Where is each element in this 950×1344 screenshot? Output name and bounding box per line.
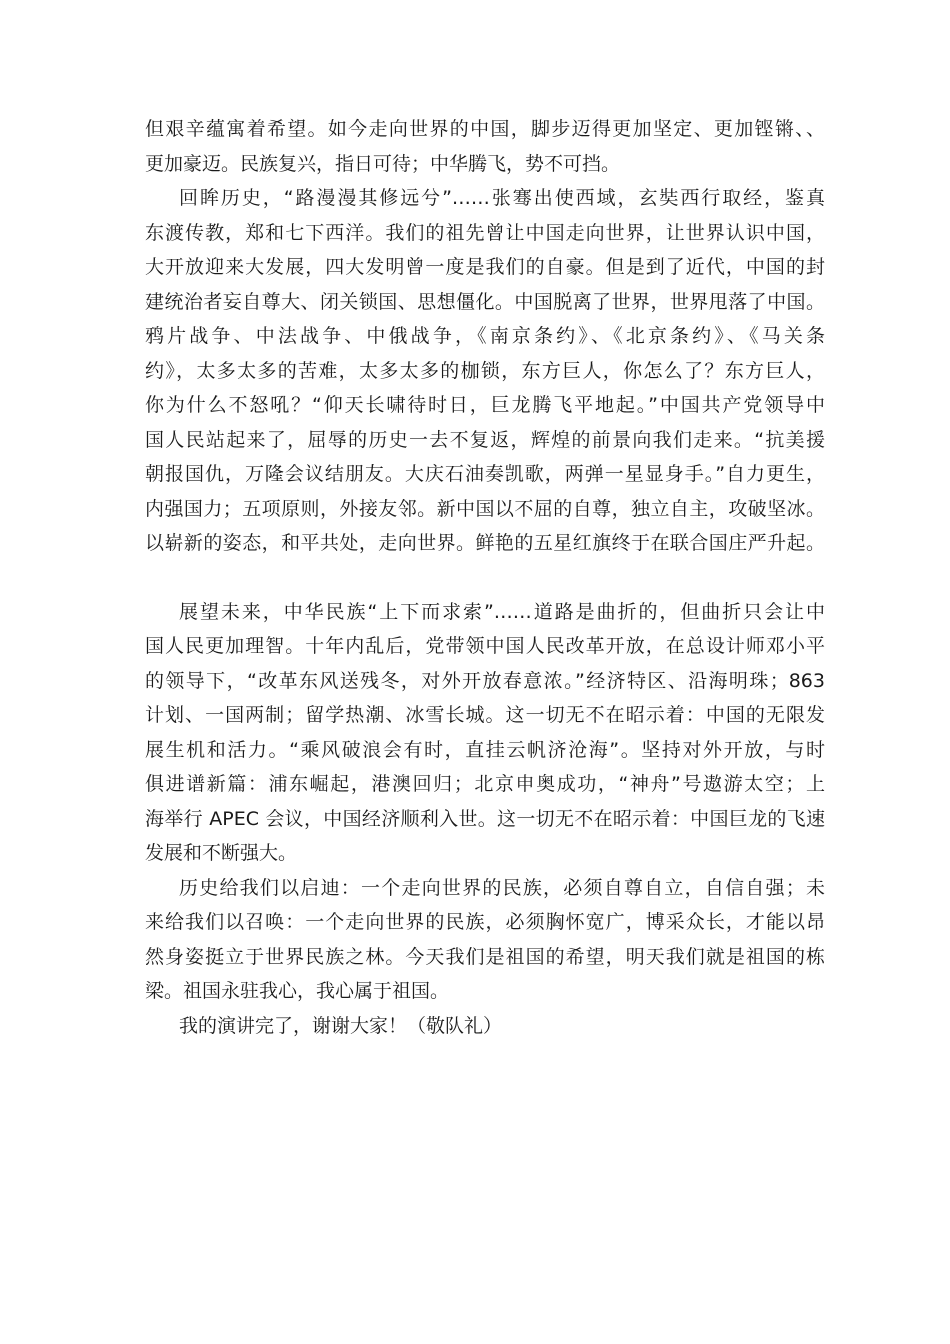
text-line: 俱进谱新篇：浦东崛起，港澳回归；北京申奥成功，“神舟”号遨游太空；上 — [145, 773, 825, 795]
text-line: 朝报国仇，万隆会议结朋友。大庆石油奏凯歌，两弹一星显身手。”自力更生， — [145, 463, 825, 485]
paragraph-future — [145, 595, 825, 871]
text-line: 但艰辛蕴寓着希望。如今走向世界的中国，脚步迈得更加坚定、更加铿锵、、 — [145, 118, 825, 140]
text-line: 展生机和活力。“乘风破浪会有时，直挂云帆济沧海”。坚持对外开放，与时 — [145, 738, 825, 761]
text-line: 你为什么不怒吼？“仰天长啸待时日，巨龙腾飞平地起。”中国共产党领导中 — [145, 394, 825, 416]
blank-line — [145, 561, 825, 595]
text-line: 以崭新的姿态，和平共处，走向世界。鲜艳的五星红旗终于在联合国庄严升起。 — [145, 532, 825, 554]
text-line: 回眸历史，“路漫漫其修远兮”……张骞出使西域，玄奘西行取经，鉴真 — [179, 187, 825, 209]
text-line: 东渡传教，郑和七下西洋。我们的祖先曾让中国走向世界，让世界认识中国， — [145, 221, 825, 244]
paragraph-continuation — [145, 112, 825, 181]
text-line: 的领导下，“改革东风送残冬，对外开放春意浓。”经济特区、沿海明珠；863 — [145, 669, 825, 692]
text-line: 海举行 APEC 会议，中国经济顺利入世。这一切无不在昭示着：中国巨龙的飞速 — [145, 807, 825, 830]
text-line: 发展和不断强大。 — [145, 842, 298, 864]
text-line: 大开放迎来大发展，四大发明曾一度是我们的自豪。但是到了近代，中国的封 — [145, 256, 825, 278]
text-line: 国人民更加理智。十年内乱后，党带领中国人民改革开放，在总设计师邓小平 — [145, 635, 825, 657]
paragraph-history — [145, 181, 825, 561]
text-line: 约》，太多太多的苦难，太多太多的枷锁，东方巨人，你怎么了？东方巨人， — [145, 359, 825, 382]
text-line: 建统治者妄自尊大、闭关锁国、思想僵化。中国脱离了世界，世界甩落了中国。 — [145, 290, 825, 313]
text-line: 历史给我们以启迪：一个走向世界的民族，必须自尊自立，自信自强；未 — [179, 876, 825, 899]
text-line: 更加豪迈。民族复兴，指日可待；中华腾飞，势不可挡。 — [145, 152, 621, 175]
paragraph-closing — [145, 1009, 825, 1044]
text-line: 内强国力；五项原则，外接友邻。新中国以不屈的自尊，独立自主，攻破坚冰。 — [145, 497, 825, 520]
speech-text — [145, 112, 825, 1043]
text-line: 然身姿挺立于世界民族之林。今天我们是祖国的希望，明天我们就是祖国的栋 — [145, 945, 825, 968]
text-line: 国人民站起来了，屈辱的历史一去不复返，辉煌的前景向我们走来。“抗美援 — [145, 428, 825, 451]
text-line: 来给我们以召唤：一个走向世界的民族，必须胸怀宽广，博采众长，才能以昂 — [145, 911, 825, 933]
text-line: 鸦片战争、中法战争、中俄战争，《南京条约》、《北京条约》、《马关条 — [145, 325, 825, 347]
paragraph-inspiration — [145, 871, 825, 1009]
text-line: 计划、一国两制；留学热潮、冰雪长城。这一切无不在昭示着：中国的无限发 — [145, 704, 825, 726]
text-line: 梁。祖国永驻我心，我心属于祖国。 — [145, 980, 450, 1002]
text-line: 我的演讲完了，谢谢大家！（敬队礼） — [179, 1014, 503, 1037]
text-line: 展望未来，中华民族“上下而求索”……道路是曲折的，但曲折只会让中 — [179, 600, 825, 623]
